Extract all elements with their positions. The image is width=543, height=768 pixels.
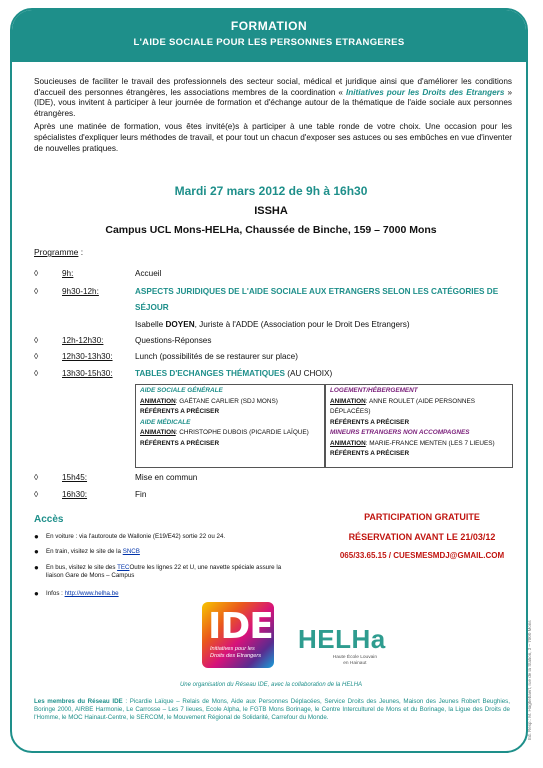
table-referents: RÉFÉRENTS A PRÉCISER (140, 439, 220, 447)
ide-logo-text: IDE (208, 606, 273, 647)
bullet-icon: ● (34, 563, 39, 572)
programme-label (34, 247, 83, 257)
programme-time: 12h30-13h30: (62, 352, 113, 361)
table-referents: RÉFÉRENTS A PRÉCISER (330, 450, 410, 457)
acces-item (34, 564, 284, 584)
table-box-left (135, 384, 325, 468)
contact-line: 065/33.65.15 / CUESMESMDJ@GMAIL.COM (339, 551, 505, 560)
animation-label: ANIMATION (330, 439, 366, 447)
programme-time: 15h45: (62, 473, 88, 482)
table-animation (140, 397, 320, 408)
ide-logo-sub2: Droits des Etrangers (210, 653, 261, 659)
programme-desc: ASPECTS JURIDIQUES DE L'AIDE SOCIALE AUX ETRANGERS SELON LES CATÉGORIES DE (135, 287, 499, 296)
bullet-icon: ● (34, 589, 39, 598)
table-heading: LOGEMENT/HÉBERGEMENT (330, 387, 418, 394)
diamond-icon: ◊ (34, 335, 39, 345)
members-list (34, 698, 510, 723)
helha-logo-sub2: en Hainaut (343, 661, 367, 666)
event-venue: ISSHA (254, 205, 288, 217)
animation-label: ANIMATION (140, 429, 176, 436)
speaker-line (135, 320, 410, 329)
flyer-frame (10, 8, 528, 753)
acces-text-part: En bus, visitez le site des (46, 564, 118, 571)
acces-item (34, 590, 284, 600)
speaker-role: , Juriste à l'ADDE (Association pour le Droit Des Etrangers) (194, 320, 410, 329)
diamond-icon: ◊ (34, 472, 39, 482)
acces-title: Accès (34, 514, 64, 525)
side-publisher-note: Ed. Resp.: M. Haghebaert, rue de la Station, 3 – 7000 Mons (527, 620, 532, 740)
diamond-icon: ◊ (34, 489, 39, 499)
tables-suffix: (AU CHOIX) (284, 369, 333, 378)
acces-text (46, 590, 286, 598)
acces-text-part: Infos : (46, 590, 65, 597)
ide-logo-sub1: Initiatives pour les (210, 646, 255, 652)
page-title: FORMATION (230, 19, 308, 33)
acces-text (46, 564, 286, 580)
programme-label-text: Programme (34, 247, 79, 257)
acces-text (46, 548, 286, 556)
programme-desc: Accueil (135, 269, 162, 278)
programme-desc: Fin (135, 490, 147, 499)
sncb-link[interactable]: SNCB (122, 548, 140, 555)
members-text: : Picardie Laïque – Relais de Mons, Aide aux Personnes Déplacées, Service Droits des Jeunes, Maison des Jeunes Robert Beughies, Boringe 2000, AIRBE Harmonie, Le Carrosse – Les 7 lieues, Ecole Alpha, le FGTB Mons Borinage, le Centre Interculturel de Mons et du Borinage, la Ligue des Droits de l'Homme, le MOC Hainaut-Centre, le SERCOM, le Mouvement Régional de Solidarité, Carrefour du Monde. (34, 698, 510, 722)
event-address: Campus UCL Mons-HELHa, Chaussée de Binche, 159 – 7000 Mons (105, 224, 437, 236)
members-label: Les membres du Réseau IDE (34, 698, 123, 705)
programme-desc (135, 369, 332, 378)
programme-label-suffix: : (78, 247, 84, 257)
table-animation (330, 397, 508, 418)
helha-logo-text: HELHa (298, 624, 386, 654)
acces-text-part: Outre les lignes 22 et U, une navette spéciale assure la liaison Gare de Mons – Campus (46, 564, 282, 579)
programme-desc: Questions-Réponses (135, 336, 212, 345)
table-referents: RÉFÉRENTS A PRÉCISER (140, 408, 220, 415)
animation-value: : CHRISTOPHE DUBOIS (PICARDIE LAÏQUE) (175, 429, 309, 436)
helha-logo-sub1: Haute École Louvain (332, 655, 378, 660)
programme-time: 13h30-15h30: (62, 369, 113, 378)
table-heading: AIDE SOCIALE GÉNÉRALE (140, 387, 223, 394)
diamond-icon: ◊ (34, 351, 39, 361)
animation-value: : ANNE ROULET (AIDE PERSONNES DÉPLACÉES) (330, 397, 476, 415)
acces-text: En voiture : via l'autoroute de Wallonie (E19/E42) sortie 22 ou 24. (46, 533, 226, 540)
ide-logo-subtitle (210, 646, 261, 660)
acces-item (34, 548, 284, 558)
intro-p1-part-a: Soucieuses de faciliter le travail des professionnels des secteur social, médical et juridique ainsi que d'améliorer les conditions d'accueil des personnes étrangères, les associations membres de la coordination « (34, 77, 512, 97)
programme-desc: Mise en commun (135, 473, 198, 482)
table-heading: AIDE MÉDICALE (140, 418, 191, 426)
intro-p1-em: Initiatives pour les Droits des Etrangers (345, 87, 505, 97)
bullet-icon: ● (34, 532, 39, 541)
programme-time: 16h30: (62, 490, 88, 499)
tables-title: TABLES D'ECHANGES THÉMATIQUES (135, 369, 285, 378)
page-subtitle: L'AIDE SOCIALE POUR LES PERSONNES ETRANGERES (133, 37, 405, 48)
header-banner (12, 10, 526, 62)
helha-logo (298, 624, 386, 667)
table-animation (140, 428, 320, 439)
programme-time: 9h30-12h: (62, 287, 99, 296)
programme-time: 9h: (62, 269, 74, 278)
programme-desc-cont: SÉJOUR (135, 303, 169, 312)
table-box-right (325, 384, 513, 468)
diamond-icon: ◊ (34, 268, 39, 278)
participation-free: PARTICIPATION GRATUITE (364, 512, 480, 522)
diamond-icon: ◊ (34, 368, 39, 378)
programme-desc: Lunch (possibilités de se restaurer sur place) (135, 352, 298, 361)
event-date: Mardi 27 mars 2012 de 9h à 16h30 (174, 184, 368, 198)
intro-paragraph-1 (34, 77, 512, 119)
table-heading: MINEURS ETRANGERS NON ACCOMPAGNES (330, 429, 470, 436)
animation-value: : GAËTANE CARLIER (SDJ MONS) (175, 397, 278, 405)
programme-time: 12h-12h30: (62, 336, 104, 345)
acces-item (34, 533, 284, 543)
ide-logo (202, 602, 274, 668)
speaker-last: DOYEN (165, 320, 195, 329)
acces-text-part: En train, visitez le site de la (46, 548, 123, 555)
diamond-icon: ◊ (34, 286, 39, 296)
table-referents: RÉFÉRENTS A PRÉCISER (330, 418, 410, 426)
bullet-icon: ● (34, 547, 39, 556)
tec-link[interactable]: TEC (117, 564, 130, 571)
speaker-first: Isabelle (135, 320, 166, 329)
intro-text (34, 77, 512, 157)
intro-paragraph-2: Après une matinée de formation, vous êtes invité(e)s à participer à une table ronde de votre choix. Une occasion pour les spécialistes d'expliquer leurs méthodes de travail, et pour tout un chacun d'exposer ses astuces ou ses embûches en vue d'inventer de nouvelles pratiques. (34, 122, 512, 153)
animation-label: ANIMATION (140, 397, 176, 405)
intro-p1-part-b: » (IDE), vous invitent à participer à leur journée de formation et d'échange autour de la thématique de l'aide sociale aux personnes étrangères. (34, 87, 512, 118)
animation-label: ANIMATION (330, 397, 366, 405)
helha-link[interactable]: http://www.helha.be (64, 590, 119, 597)
animation-value: : MARIE-FRANCE MENTEN (LES 7 LIEUES) (365, 439, 495, 447)
reservation-deadline: RÉSERVATION AVANT LE 21/03/12 (348, 532, 496, 542)
organisation-note: Une organisation du Réseau IDE, avec la collaboration de la HELHA (179, 682, 363, 688)
table-animation (330, 439, 508, 450)
